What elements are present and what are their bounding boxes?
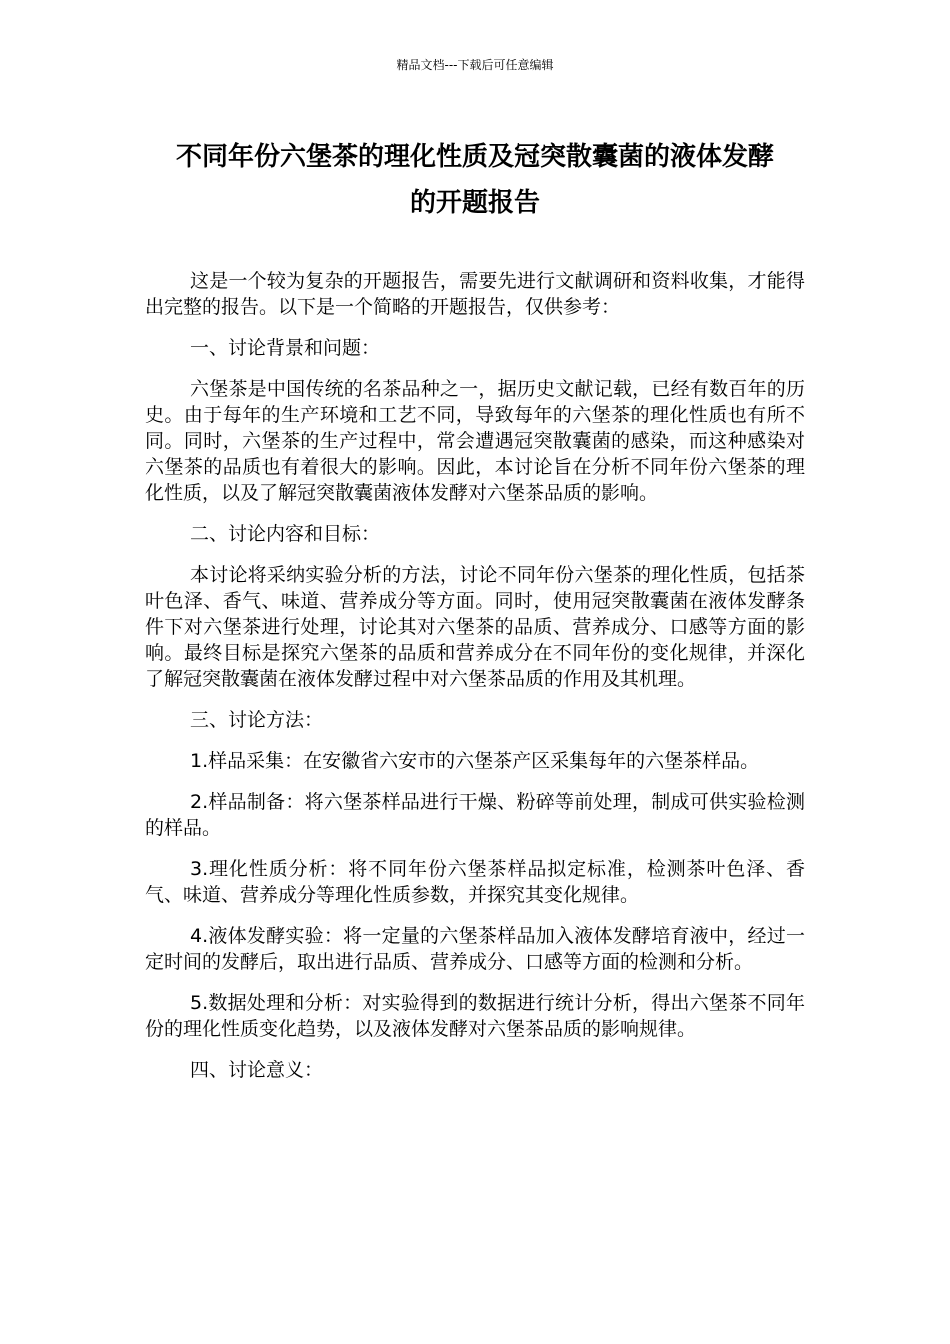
method-item-5: 5.数据处理和分析：对实验得到的数据进行统计分析，得出六堡茶不同年份的理化性质变化趋势，以及液体发酵对六堡茶品质的影响规律。 xyxy=(145,992,805,1040)
content-paragraph: 本讨论将采纳实验分析的方法，讨论不同年份六堡茶的理化性质，包括茶叶色泽、香气、味道、营养成分等方面。同时，使用冠突散囊菌在液体发酵条件下对六堡茶进行处理，讨论其对六堡茶的品质、营养成分、口感等方面的影响。最终目标是探究六堡茶的品质和营养成分在不同年份的变化规律，并深化了解冠突散囊菌在液体发酵过程中对六堡茶品质的作用及其机理。 xyxy=(145,564,805,690)
page-header: 精品文档---下载后可任意编辑 xyxy=(396,58,554,72)
document-title xyxy=(120,134,830,226)
title-line-2: 的开题报告 xyxy=(409,188,540,218)
section-heading-methods: 三、讨论方法： xyxy=(190,709,324,731)
section-heading-significance: 四、讨论意义： xyxy=(190,1059,324,1081)
section-heading-background: 一、讨论背景和问题： xyxy=(190,337,381,359)
background-paragraph: 六堡茶是中国传统的名茶品种之一，据历史文献记载，已经有数百年的历史。由于每年的生产环境和工艺不同，导致每年的六堡茶的理化性质也有所不同。同时，六堡茶的生产过程中，常会遭遇冠突散囊菌的感染，而这种感染对六堡茶的品质也有着很大的影响。因此，本讨论旨在分析不同年份六堡茶的理化性质，以及了解冠突散囊菌液体发酵对六堡茶品质的影响。 xyxy=(145,378,805,504)
title-line-1: 不同年份六堡茶的理化性质及冠突散囊菌的液体发酵 xyxy=(175,142,774,172)
method-item-2: 2.样品制备：将六堡茶样品进行干燥、粉碎等前处理，制成可供实验检测的样品。 xyxy=(145,791,805,839)
method-item-1: 1.样品采集：在安徽省六安市的六堡茶产区采集每年的六堡茶样品。 xyxy=(190,750,760,772)
method-item-3: 3.理化性质分析：将不同年份六堡茶样品拟定标准，检测茶叶色泽、香气、味道、营养成分等理化性质参数，并探究其变化规律。 xyxy=(145,858,805,906)
section-heading-content: 二、讨论内容和目标： xyxy=(190,523,381,545)
intro-paragraph: 这是一个较为复杂的开题报告，需要先进行文献调研和资料收集，才能得出完整的报告。以下是一个简略的开题报告，仅供参考： xyxy=(145,270,805,318)
document-body xyxy=(145,268,805,1098)
method-item-4: 4.液体发酵实验：将一定量的六堡茶样品加入液体发酵培育液中，经过一定时间的发酵后，取出进行品质、营养成分、口感等方面的检测和分析。 xyxy=(145,925,805,973)
